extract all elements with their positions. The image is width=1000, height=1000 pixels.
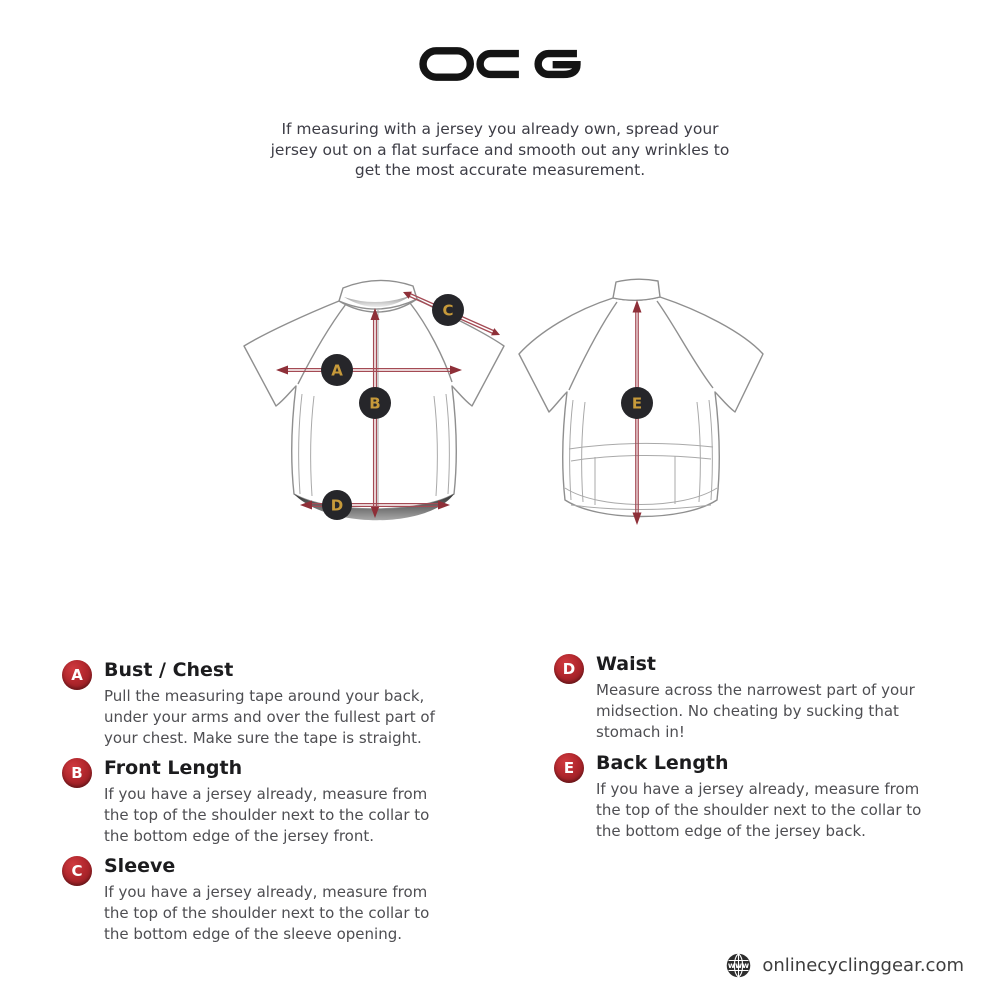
back-jersey-diagram — [505, 272, 785, 548]
section-body-line: the top of the shoulder next to the collar to — [104, 806, 430, 824]
section-body-line: the bottom edge of the jersey back. — [596, 822, 866, 840]
intro-line: get the most accurate measurement. — [354, 161, 646, 179]
section-title: Bust / Chest — [104, 659, 234, 681]
logo-letter-o — [423, 51, 470, 77]
marker-d — [322, 490, 352, 520]
section-front-length — [62, 757, 429, 847]
marker-b — [359, 387, 391, 419]
section-body-line: stomach in! — [596, 723, 685, 741]
arrow-c-head-right — [491, 328, 500, 335]
intro-text — [0, 119, 1000, 181]
back-collar — [613, 279, 660, 300]
section-title: Front Length — [104, 757, 243, 779]
badge-b: B — [62, 758, 92, 788]
section-bust-chest — [62, 659, 435, 749]
section-body-line: the top of the shoulder next to the collar to — [596, 801, 922, 819]
section-body-line: your chest. Make sure the tape is straight. — [104, 729, 422, 747]
section-body-line: the bottom edge of the sleeve opening. — [104, 925, 402, 943]
globe-www-icon — [724, 951, 753, 980]
intro-line: jersey out on a flat surface and smooth out any wrinkles to — [270, 140, 730, 159]
logo-letter-g — [538, 54, 577, 75]
section-body-line: If you have a jersey already, measure from — [104, 883, 428, 901]
section-back-length — [554, 752, 921, 842]
ocg-logo — [419, 47, 581, 81]
svg-text:C: C — [442, 301, 454, 320]
logo-letter-c — [480, 54, 519, 75]
section-title: Back Length — [596, 752, 729, 774]
section-body-line: If you have a jersey already, measure from — [596, 780, 920, 798]
badge-c: C — [62, 856, 92, 886]
svg-text:www: www — [728, 961, 750, 971]
badge-a: A — [62, 660, 92, 690]
section-sleeve — [62, 855, 429, 945]
section-waist — [554, 653, 915, 743]
svg-text:B: B — [369, 394, 381, 413]
svg-text:D: D — [330, 496, 344, 515]
section-body-line: under your arms and over the fullest part of — [104, 708, 435, 726]
arrow-e-head-bottom — [633, 513, 642, 526]
badge-e: E — [554, 753, 584, 783]
marker-c — [432, 294, 464, 326]
section-body-line: midsection. No cheating by sucking that — [596, 702, 899, 720]
badge-d: D — [554, 654, 584, 684]
section-body-line: Measure across the narrowest part of your — [596, 681, 915, 699]
marker-e — [621, 387, 653, 419]
footer — [724, 951, 964, 980]
intro-line: If measuring with a jersey you already own, spread your — [281, 120, 719, 138]
section-body-line: Pull the measuring tape around your back, — [104, 687, 425, 705]
svg-text:A: A — [331, 361, 343, 380]
section-body-line: If you have a jersey already, measure from — [104, 785, 428, 803]
section-title: Sleeve — [104, 855, 176, 877]
front-jersey-diagram — [232, 268, 517, 548]
section-body-line: the top of the shoulder next to the collar to — [104, 904, 430, 922]
marker-a — [321, 354, 353, 386]
website-text: onlinecyclinggear.com — [762, 955, 964, 976]
section-body-line: the bottom edge of the jersey front. — [104, 827, 374, 845]
svg-text:E: E — [631, 394, 643, 413]
section-title: Waist — [596, 653, 657, 675]
